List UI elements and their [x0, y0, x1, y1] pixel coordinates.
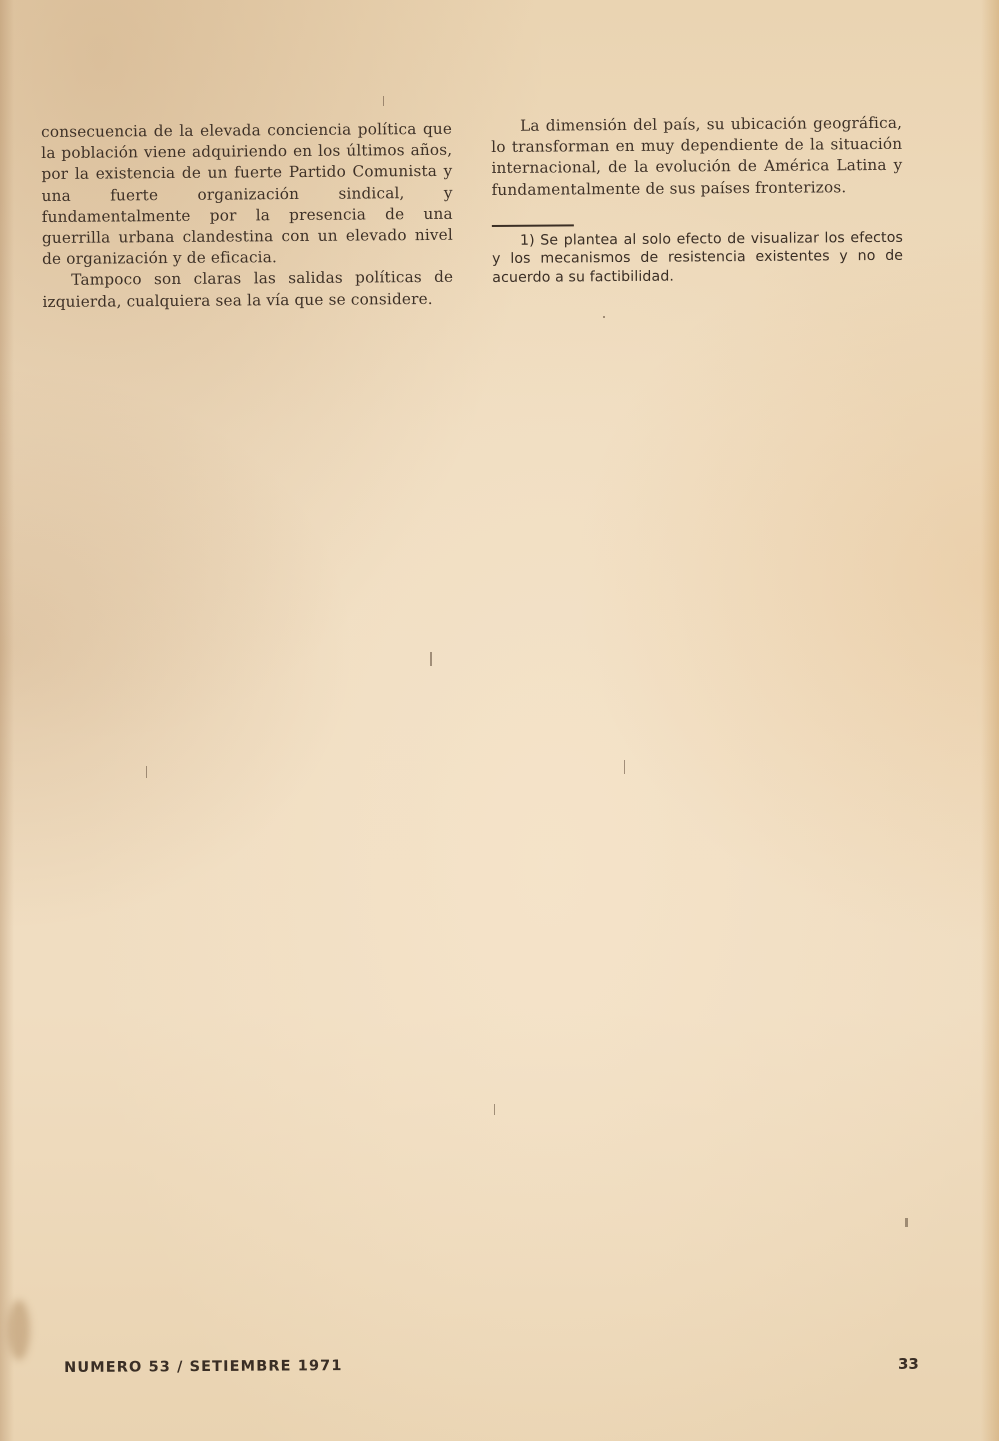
- left-text-column: [41, 119, 453, 313]
- footnote: 1) Se plantea al solo efecto de visualizar los efectos y los mecanismos de resistencia existentes y no de acuerdo a su factibilidad.: [492, 229, 904, 286]
- print-speck: [494, 1104, 495, 1115]
- right-paragraph-1: La dimensión del país, su ubicación geográfica, lo transforman en muy dependiente de la situación internacional, de la evolución de América Latina y fundamentalmente de sus países fronterizos.: [491, 113, 903, 199]
- paper-stain: [8, 1300, 30, 1360]
- print-speck: [430, 652, 432, 666]
- issue-footer: NUMERO 53 / SETIEMBRE 1971: [64, 1358, 343, 1376]
- page-number: 33: [898, 1355, 919, 1373]
- page-edge-shadow-left: [0, 0, 14, 1441]
- left-paragraph-1: consecuencia de la elevada conciencia política que la población viene adquiriendo en los últimos años, por la existencia de un fuerte Partido Comunista y una fuerte organización sindical, y fundamentalmente por la presencia de una guerrilla urbana clandestina con un elevado nivel de organización y de eficacia.: [41, 119, 453, 269]
- print-speck: [905, 1218, 908, 1227]
- page-edge-shadow-right: [981, 0, 999, 1441]
- print-speck: [603, 316, 605, 318]
- left-paragraph-2: Tampoco son claras las salidas políticas de izquierda, cualquiera sea la vía que se considere.: [42, 268, 454, 311]
- print-speck: [624, 760, 625, 774]
- footnote-divider: [492, 224, 574, 227]
- right-text-column: [491, 113, 903, 288]
- print-speck: [383, 96, 384, 106]
- print-speck: [146, 766, 147, 778]
